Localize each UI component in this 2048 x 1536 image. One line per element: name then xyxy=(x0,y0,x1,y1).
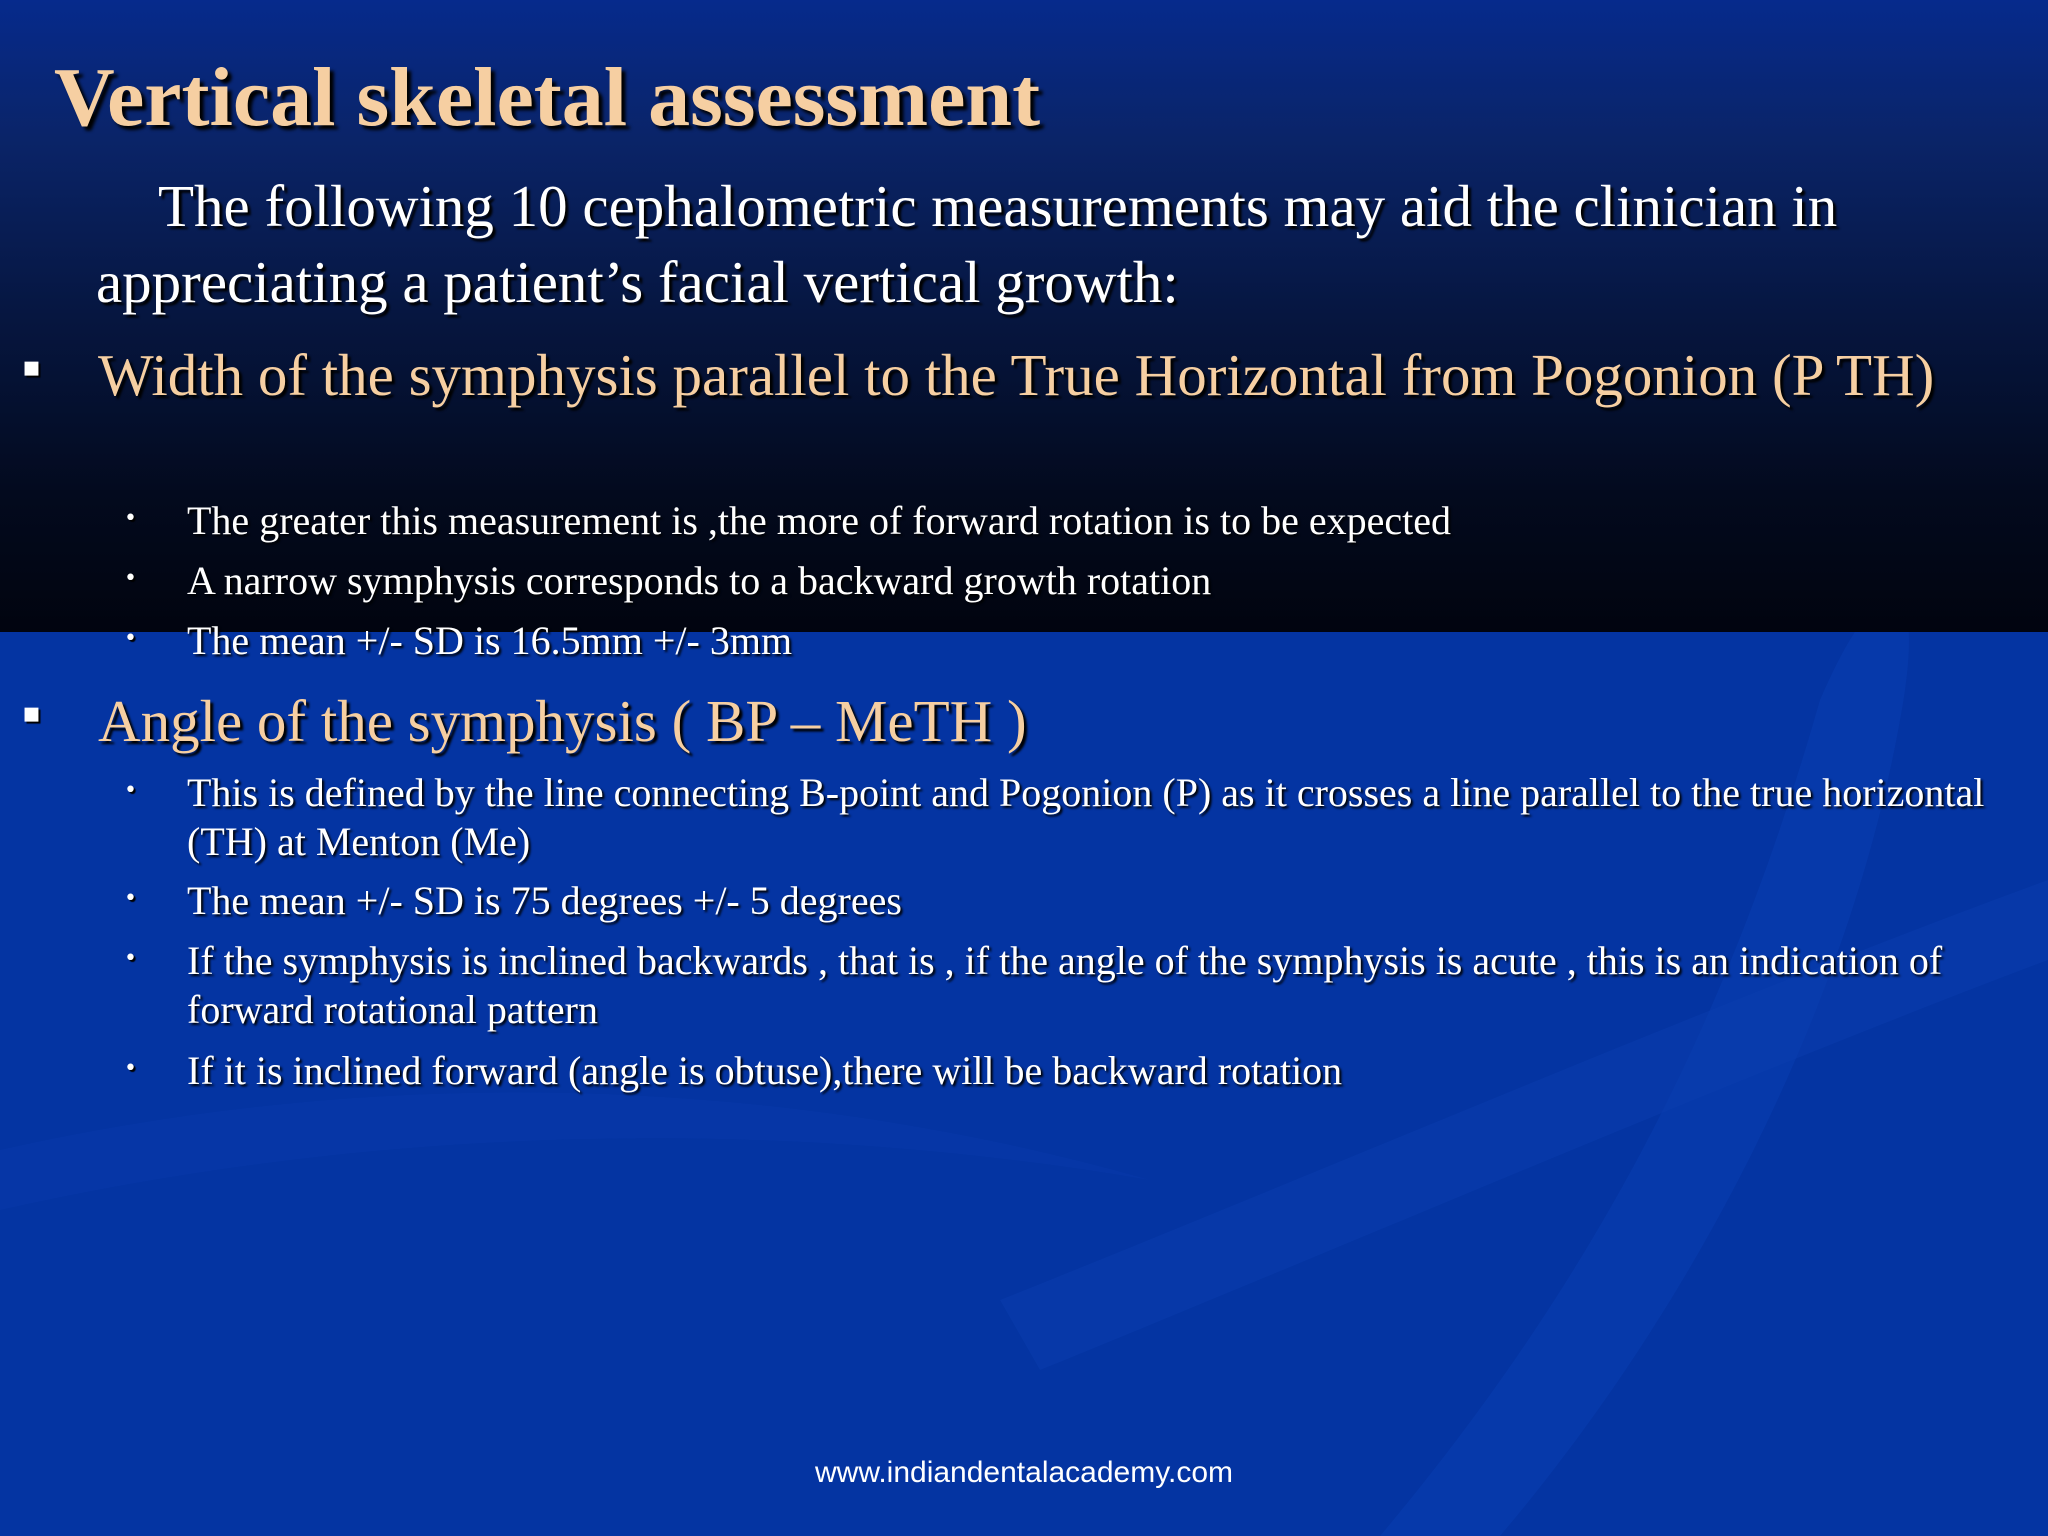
slide-title: Vertical skeletal assessment xyxy=(54,51,1041,144)
round-bullet-icon: • xyxy=(124,886,137,911)
round-bullet-icon: • xyxy=(124,506,137,531)
footer-website: www.indiandentalacademy.com xyxy=(815,1456,1233,1489)
round-bullet-icon: • xyxy=(124,778,137,803)
square-bullet-icon: ▪ xyxy=(22,696,41,729)
list-item: If it is inclined forward (angle is obtuse),there will be backward rotation xyxy=(187,1048,1343,1093)
list-item: The greater this measurement is ,the more of forward rotation is to be expected xyxy=(187,498,1451,543)
square-bullet-icon: ▪ xyxy=(22,350,41,383)
intro-paragraph: The following 10 cephalometric measurements may aid the clinician in appreciating a patient’s facial vertical growth: xyxy=(96,173,1838,315)
round-bullet-icon: • xyxy=(124,566,137,591)
round-bullet-icon: • xyxy=(124,1056,137,1081)
list-item: The mean +/- SD is 16.5mm +/- 3mm xyxy=(187,618,793,663)
round-bullet-icon: • xyxy=(124,626,137,651)
list-item: This is defined by the line connecting B-point and Pogonion (P) as it crosses a line parallel to the true horizontal (TH) at Menton (Me) xyxy=(187,770,1985,864)
round-bullet-icon: • xyxy=(124,946,137,971)
list-item: The mean +/- SD is 75 degrees +/- 5 degrees xyxy=(187,878,902,923)
section-heading-angle: Angle of the symphysis ( BP – MeTH ) xyxy=(98,688,1027,754)
section-heading-width: Width of the symphysis parallel to the True Horizontal from Pogonion (P TH) xyxy=(98,342,1935,408)
list-item: If the symphysis is inclined backwards , that is , if the angle of the symphysis is acute , this is an indication of forward rotational pattern xyxy=(187,938,1943,1032)
list-item: A narrow symphysis corresponds to a backward growth rotation xyxy=(187,558,1212,603)
